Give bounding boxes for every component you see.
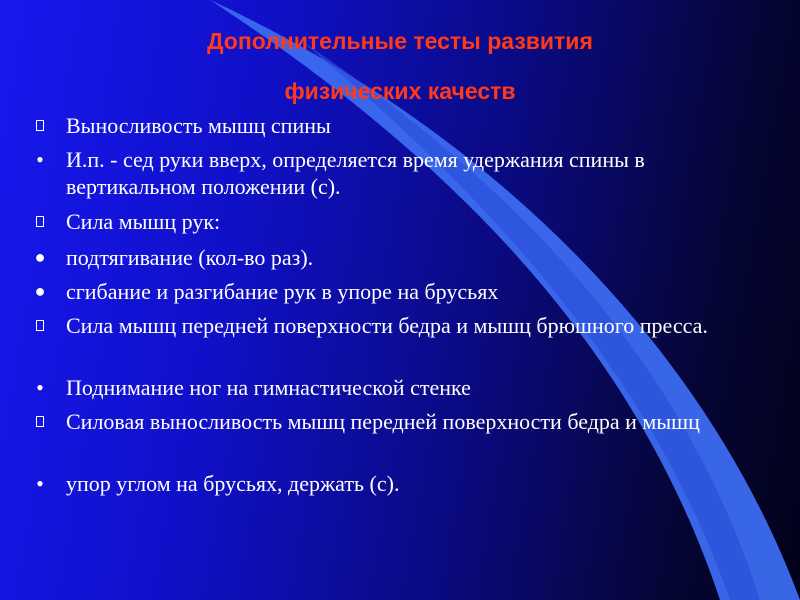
list-item-text: Сила мышц передней поверхности бедра и мышц брюшного пресса. xyxy=(66,313,708,338)
list-item-text: сгибание и разгибание рук в упоре на брусьях xyxy=(66,279,499,304)
checkbox-bullet-icon xyxy=(36,216,44,227)
list-item-text: упор углом на брусьях, держать (с). xyxy=(66,471,400,496)
list-item-text: Поднимание ног на гимнастической стенке xyxy=(66,375,471,400)
checkbox-bullet-icon xyxy=(36,416,44,427)
list-item-text: Выносливость мышц спины xyxy=(66,113,331,138)
list-item-text: И.п. - сед руки вверх, определяется время удержания спины в вертикальном положении (с). xyxy=(66,147,645,199)
slide-title-line-1: Дополнительные тесты развития xyxy=(207,28,593,54)
checkbox-bullet-icon xyxy=(36,320,44,331)
list-item-text: Сила мышц рук: xyxy=(66,209,221,234)
small-dot-bullet-icon: • xyxy=(36,471,44,496)
small-dot-bullet-icon: • xyxy=(36,375,44,400)
small-dot-bullet-icon: • xyxy=(36,147,44,172)
slide-title-line-2: физических качеств xyxy=(284,78,516,104)
dot-bullet-icon: ● xyxy=(34,281,46,301)
dot-bullet-icon: ● xyxy=(34,247,46,267)
checkbox-bullet-icon xyxy=(36,120,44,131)
list-item-text: подтягивание (кол-во раз). xyxy=(66,245,314,270)
list-item-text: Силовая выносливость мышц передней поверхности бедра и мышц xyxy=(66,409,700,434)
